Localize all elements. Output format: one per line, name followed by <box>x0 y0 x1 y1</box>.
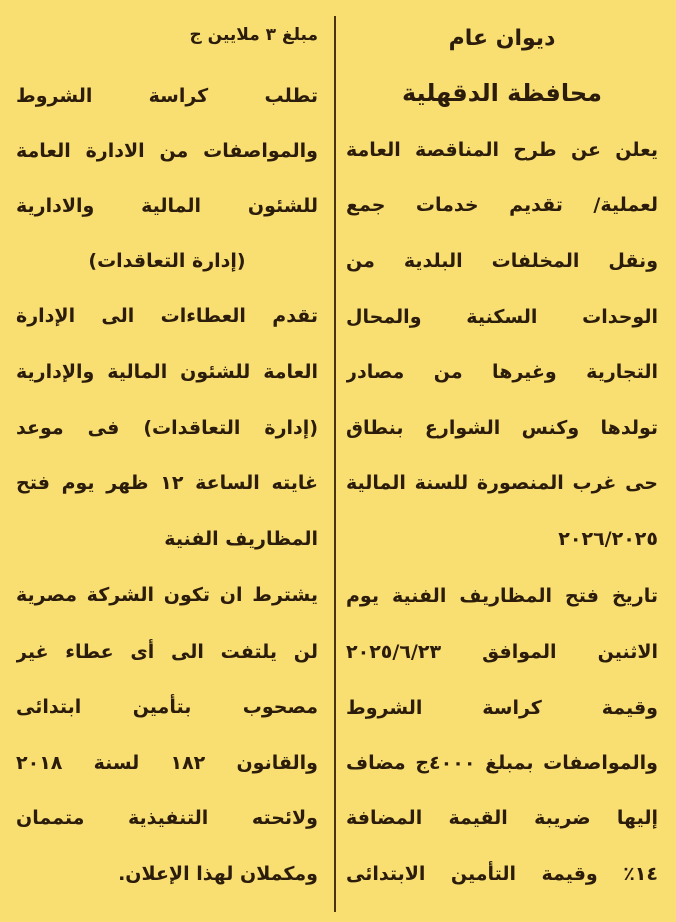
text-line: تطلب كراسة الشروط <box>16 85 318 107</box>
text-line: حى غرب المنصورة للسنة المالية <box>346 472 658 494</box>
text-line: ولائحته التنفيذية متممان <box>16 807 318 829</box>
text-line: تولدها وكنس الشوارع بنطاق <box>346 417 658 439</box>
text-line: مبلغ ٣ ملايين ج <box>189 25 318 45</box>
text-line: ونقل المخلفات البلدية من <box>346 250 658 272</box>
text-line: غايته الساعة ١٢ ظهر يوم فتح <box>16 472 318 494</box>
right-column <box>338 0 676 922</box>
text-line: المظاريف الفنية <box>164 528 318 550</box>
text-line: يشترط ان تكون الشركة مصرية <box>16 584 318 606</box>
text-line: يعلن عن طرح المناقصة العامة <box>346 139 658 161</box>
text-line: تاريخ فتح المظاريف الفنية يوم <box>346 585 658 607</box>
text-line: التجارية وغيرها من مصادر <box>346 361 658 383</box>
heading-governorate: محافظة الدقهلية <box>402 79 602 107</box>
left-column <box>0 0 330 922</box>
text-line: الوحدات السكنية والمحال <box>346 306 658 328</box>
text-line: ومكملان لهذا الإعلان. <box>118 863 318 885</box>
text-line: والمواصفات بمبلغ ٤٠٠٠ج مضاف <box>346 752 658 774</box>
text-line: والمواصفات من الادارة العامة <box>16 140 318 162</box>
text-line: (إدارة التعاقدات) <box>88 250 246 272</box>
column-divider <box>334 16 336 912</box>
text-line: والقانون ١٨٢ لسنة ٢٠١٨ <box>16 752 318 774</box>
text-line: إليها ضريبة القيمة المضافة <box>346 807 658 829</box>
text-line: (إدارة التعاقدات) فى موعد <box>16 417 318 439</box>
text-line: وقيمة كراسة الشروط <box>346 697 658 719</box>
fiscal-year: ٢٠٢٦/٢٠٢٥ <box>558 528 658 550</box>
text-line: ١٤٪ وقيمة التأمين الابتدائى <box>346 863 658 885</box>
heading-office: ديوان عام <box>448 26 556 51</box>
text-line: لن يلتفت الى أى عطاء غير <box>16 641 318 663</box>
text-line: لعملية/ تقديم خدمات جمع <box>346 194 658 216</box>
text-line: الاثنين الموافق ٢٠٢٥/٦/٢٣ <box>346 641 658 663</box>
text-line: تقدم العطاءات الى الإدارة <box>16 305 318 327</box>
text-line: العامة للشئون المالية والإدارية <box>16 361 318 383</box>
text-line: مصحوب بتأمين ابتدائى <box>16 696 318 718</box>
text-line: للشئون المالية والادارية <box>16 195 318 217</box>
